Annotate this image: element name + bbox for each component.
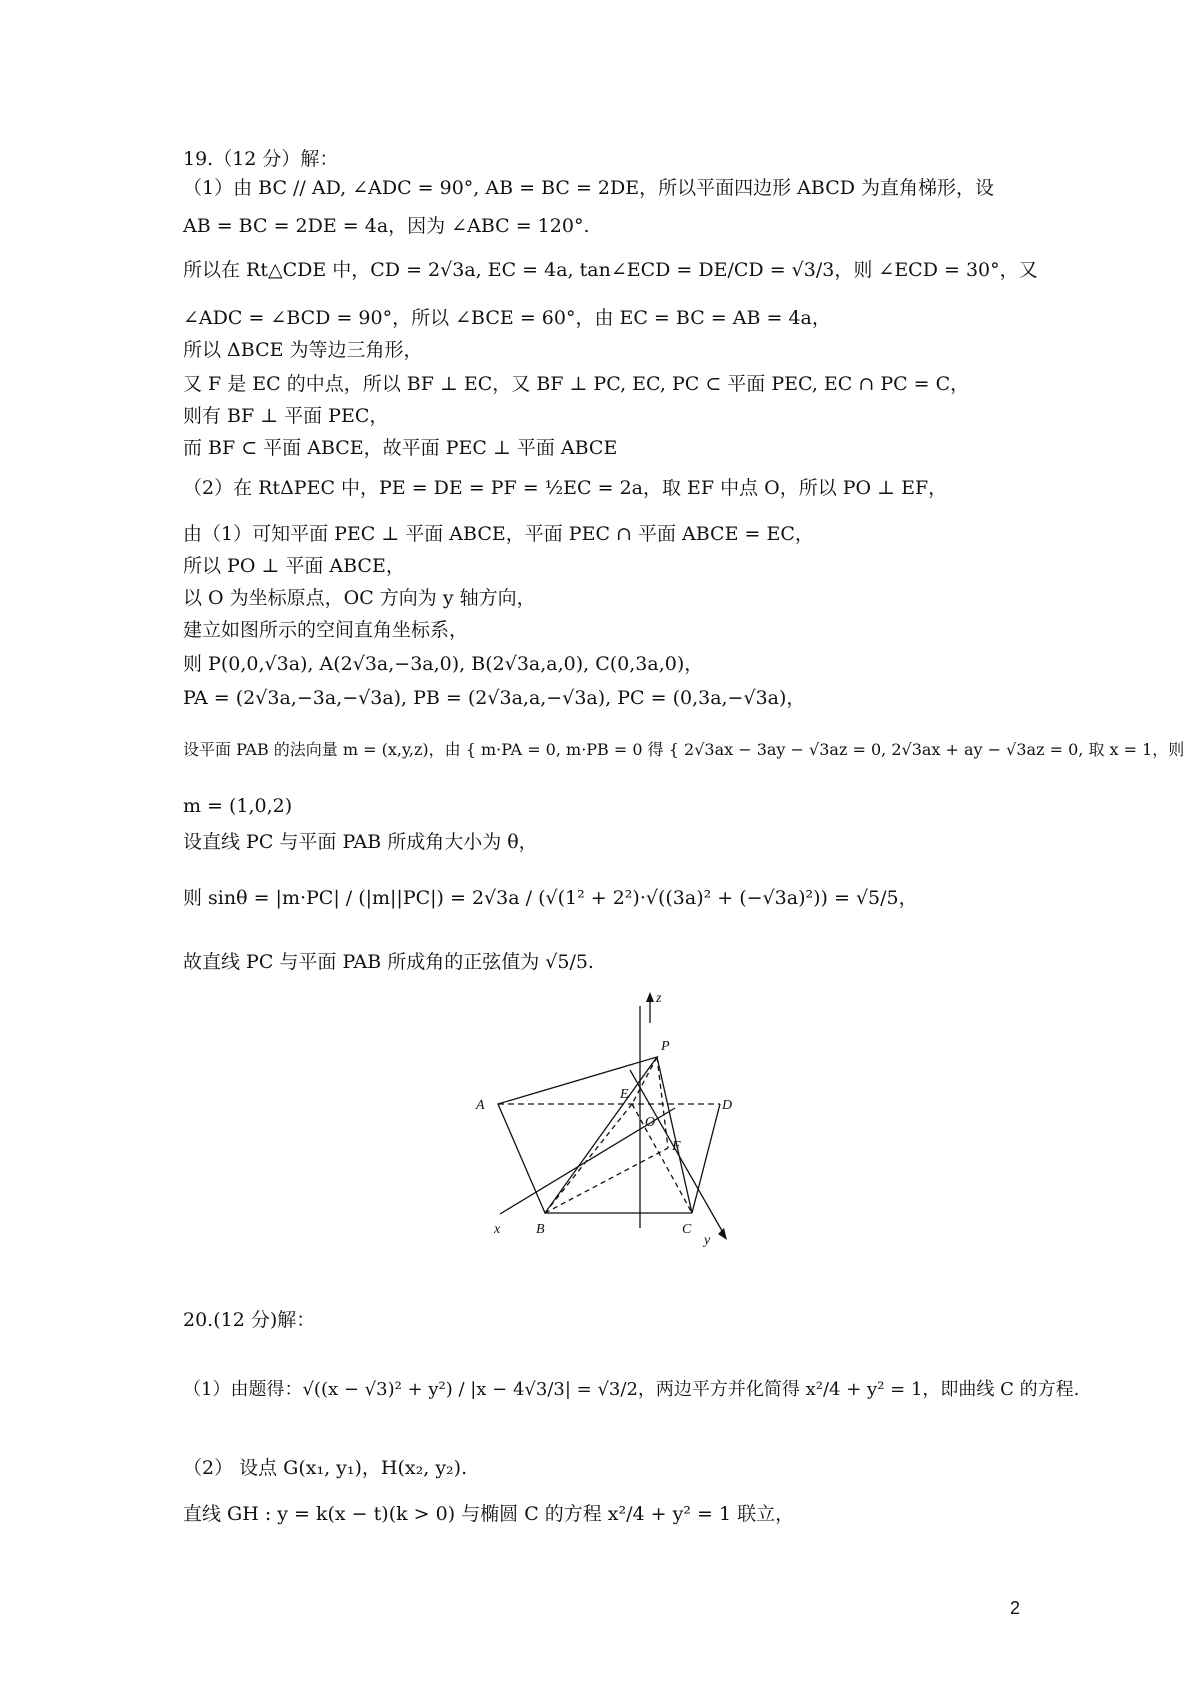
p19-line-14: 则 P(0,0,√3a), A(2√3a,−3a,0), B(2√3a,a,0), C(0,3a,0)， [183, 653, 704, 675]
p19-line-16: 设平面 PAB 的法向量 m = (x,y,z)，由 { m·PA = 0, m·PB = 0 得 { 2√3ax − 3ay − √3az = 0, 2√3ax + ay − √3az = 0, 取 x = 1，则 [183, 740, 1185, 759]
label-f: F [672, 1139, 681, 1154]
face-pab [498, 1057, 657, 1213]
p19-line-1: （1）由 BC // AD, ∠ADC = 90°, AB = BC = 2DE，所以平面四边形 ABCD 为直角梯形，设 [183, 177, 994, 199]
p19-line-19: 则 sinθ = |m·PC| / (|m||PC|) = 2√3a / (√(1² + 2²)·√((3a)² + (−√3a)²)) = √5/5， [183, 887, 918, 909]
label-c: C [682, 1222, 692, 1237]
label-p: P [661, 1039, 670, 1054]
z-arrow [646, 992, 654, 1002]
p19-line-6: 又 F 是 EC 的中点，所以 BF ⊥ EC，又 BF ⊥ PC, EC, PC ⊂ 平面 PEC, EC ∩ PC = C， [183, 373, 970, 395]
page-number: 2 [1010, 1598, 1021, 1618]
p19-line-17: m = (1,0,2) [183, 795, 293, 817]
p20-line-1: （1）由题得：√((x − √3)² + y²) / |x − 4√3/3| = √3/2，两边平方并化简得 x²/4 + y² = 1，即曲线 C 的方程. [183, 1379, 1080, 1400]
label-d: D [722, 1098, 733, 1113]
label-e: E [620, 1087, 629, 1102]
edge-bf [545, 1148, 668, 1213]
label-y: y [704, 1233, 711, 1248]
p19-line-3: 所以在 Rt△CDE 中，CD = 2√3a, EC = 4a, tan∠ECD = DE/CD = √3/3，则 ∠ECD = 30°，又 [183, 259, 1038, 281]
y-arrow [718, 1228, 727, 1240]
p19-line-12: 以 O 为坐标原点，OC 方向为 y 轴方向， [183, 587, 536, 609]
edge-pc [657, 1057, 692, 1213]
problem-20-header: 20.(12 分)解： [183, 1309, 316, 1331]
label-a: A [476, 1098, 485, 1113]
problem-19-header: 19.（12 分）解： [183, 148, 339, 170]
label-o: O [645, 1115, 656, 1130]
p19-line-7: 则有 BF ⊥ 平面 PEC， [183, 405, 389, 427]
edge-ec [632, 1104, 692, 1213]
p19-line-15: PA = (2√3a,−3a,−√3a), PB = (2√3a,a,−√3a), PC = (0,3a,−√3a)， [183, 687, 806, 709]
p19-line-20: 故直线 PC 与平面 PAB 所成角的正弦值为 √5/5. [183, 951, 594, 973]
p19-line-9: （2）在 RtΔPEC 中，PE = DE = PF = ½EC = 2a，取 EF 中点 O，所以 PO ⊥ EF， [183, 477, 948, 499]
label-b: B [536, 1222, 545, 1237]
p19-line-11: 所以 PO ⊥ 平面 ABCE， [183, 555, 405, 577]
p20-line-2: （2） 设点 G(x₁, y₁)，H(x₂, y₂). [183, 1457, 468, 1479]
p19-line-10: 由（1）可知平面 PEC ⊥ 平面 ABCE，平面 PEC ∩ 平面 ABCE = EC， [183, 523, 814, 545]
p19-line-4: ∠ADC = ∠BCD = 90°，所以 ∠BCE = 60°，由 EC = BC = AB = 4a， [183, 307, 831, 329]
p19-line-8: 而 BF ⊂ 平面 ABCE，故平面 PEC ⊥ 平面 ABCE [183, 437, 618, 459]
p19-line-2: AB = BC = 2DE = 4a，因为 ∠ABC = 120°. [183, 215, 590, 237]
p20-line-3: 直线 GH : y = k(x − t)(k > 0) 与椭圆 C 的方程 x²/4 + y² = 1 联立， [183, 1503, 795, 1525]
edge-dc [692, 1104, 720, 1213]
label-z: z [656, 991, 662, 1006]
p19-line-5: 所以 ΔBCE 为等边三角形， [183, 339, 423, 361]
p19-line-13: 建立如图所示的空间直角坐标系， [183, 619, 469, 641]
label-x: x [494, 1222, 501, 1237]
edge-eb [545, 1104, 632, 1213]
coordinate-figure [470, 988, 733, 1248]
p19-line-18: 设直线 PC 与平面 PAB 所成角大小为 θ， [183, 831, 538, 853]
